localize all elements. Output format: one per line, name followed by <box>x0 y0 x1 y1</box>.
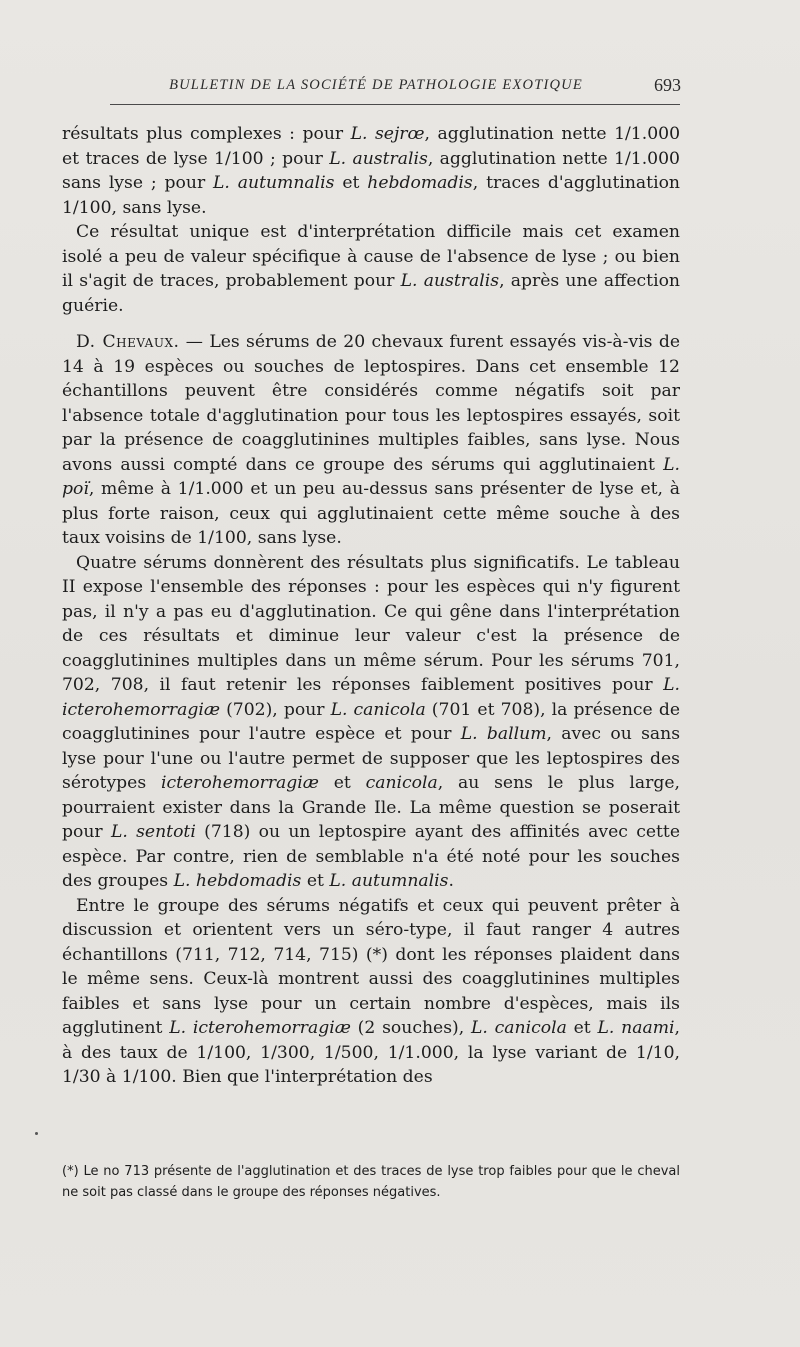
text-run: (702), pour <box>220 699 331 720</box>
text-run: (718) ou un leptospire ayant des affinités avec cette espèce. Par contre, rien de semblable n'a été noté pour les souches des groupes <box>62 822 680 891</box>
italic-term: L. canicola <box>471 1018 567 1038</box>
text-run: et <box>318 773 366 793</box>
text-run: Ce résultat unique est d'interprétation difficile mais cet examen isolé a peu de valeur spécifique à cause de l'absence de lyse ; ou bien il s'agit de traces, probablement pour <box>62 222 680 291</box>
text-run: , même à 1/1.000 et un peu au-dessus sans présenter de lyse et, à plus forte raison, ceux qui agglutinaient cette même souche à des taux voisins de 1/100, sans lyse. <box>62 479 680 548</box>
text-run: et <box>566 1018 598 1038</box>
text-run: et <box>301 871 330 891</box>
text-run: Entre le groupe des sérums négatifs et ceux qui peuvent prêter à discussion et orientent vers un séro-type, il faut ranger 4 autres échantillons (711, 712, 714, 715) (*) dont les réponses plaident dans le même sens. Ceux-là montrent aussi des coagglutinines multiples faibles et sans lyse pour un certain nombre d'espèces, mais ils agglutinent <box>62 895 680 1038</box>
text-run: , traces d'agglutination 1/100, sans lyse. <box>62 173 681 218</box>
italic-term: L. naami <box>597 1018 675 1038</box>
text-run: — Les sérums de 20 chevaux furent essayés vis-à-vis de 14 à 19 espèces ou souches de leptospires. Dans cet ensemble 12 échantillons peuvent être considérés comme négatifs soit par l'absence totale d'agglutination pour tous les leptospires essayés, soit par la présence de coagglutinines multiples faibles, sans lyse. Nous avons aussi compté dans ce groupe des sérums qui agglutinaient <box>62 332 681 475</box>
italic-term: L. australis <box>400 271 500 291</box>
paragraph-2 <box>62 220 680 318</box>
italic-term: hebdomadis <box>367 173 473 193</box>
italic-term: L. sejrœ <box>350 124 425 144</box>
text-run: , après une affection guérie. <box>62 271 680 316</box>
text-run: , avec ou sans lyse pour l'une ou l'autre permet de supposer que les leptospires des sérotypes <box>62 724 681 793</box>
text-run: , au sens le plus large, pourraient exister dans la Grande Ile. La même question se poserait pour <box>62 773 680 842</box>
text-run: , agglutination nette 1/1.000 sans lyse ; pour <box>62 148 680 193</box>
paragraph-4 <box>62 551 680 894</box>
italic-term: L. icterohemorragiæ <box>169 1018 351 1038</box>
text-run: (701 et 708), la présence de coagglutinines pour l'autre espèce et pour <box>62 699 680 744</box>
paragraph-chevaux <box>62 330 680 551</box>
italic-term: L. icterohemorragiæ <box>62 675 680 720</box>
section-lead: D. Chevaux. <box>76 332 180 352</box>
italic-term: L. poï <box>62 454 680 499</box>
italic-term: L. sentoti <box>110 822 196 842</box>
paragraph-5 <box>62 894 680 1090</box>
italic-term: canicola <box>365 773 438 793</box>
running-header: BULLETIN DE LA SOCIÉTÉ DE PATHOLOGIE EXOTIQUE <box>169 77 583 93</box>
paragraph-1 <box>62 122 680 220</box>
text-run: et <box>334 173 368 193</box>
italic-term: L. ballum <box>460 724 547 744</box>
print-speck <box>35 1132 38 1135</box>
italic-term: L. hebdomadis <box>173 871 302 891</box>
text-run: (2 souches), <box>350 1018 471 1038</box>
text-run: , agglutination nette 1/1.000 et traces de lyse 1/100 ; pour <box>62 124 681 169</box>
italic-term: L. autumnalis <box>329 871 449 891</box>
italic-term: L. australis <box>329 148 428 169</box>
body-text <box>62 122 680 1090</box>
text-run: , à des taux de 1/100, 1/300, 1/500, 1/1.000, la lyse variant de 1/10, 1/30 à 1/100. Bien que l'interprétation des <box>62 1018 680 1087</box>
page-number: 693 <box>654 75 681 95</box>
text-run: résultats plus complexes : pour <box>62 124 351 144</box>
italic-term: L. canicola <box>330 699 426 720</box>
footnote: (*) Le no 713 présente de l'agglutination et des traces de lyse trop faibles pour que le cheval ne soit pas classé dans le groupe des réponses négatives. <box>62 1164 680 1200</box>
text-run: . <box>448 871 454 891</box>
italic-term: L. autumnalis <box>213 173 335 193</box>
italic-term: icterohemorragiæ <box>160 773 319 793</box>
header-rule <box>110 104 680 105</box>
text-run: Quatre sérums donnèrent des résultats plus significatifs. Le tableau II expose l'ensemble des réponses : pour les espèces qui n'y figurent pas, il n'y a pas eu d'agglutination. Ce qui gêne dans l'interprétation de ces résultats et diminue leur valeur c'est la présence de coagglutinines multiples dans un même sérum. Pour les sérums 701, 702, 708, il faut retenir les réponses faiblement positives pour <box>62 552 680 695</box>
